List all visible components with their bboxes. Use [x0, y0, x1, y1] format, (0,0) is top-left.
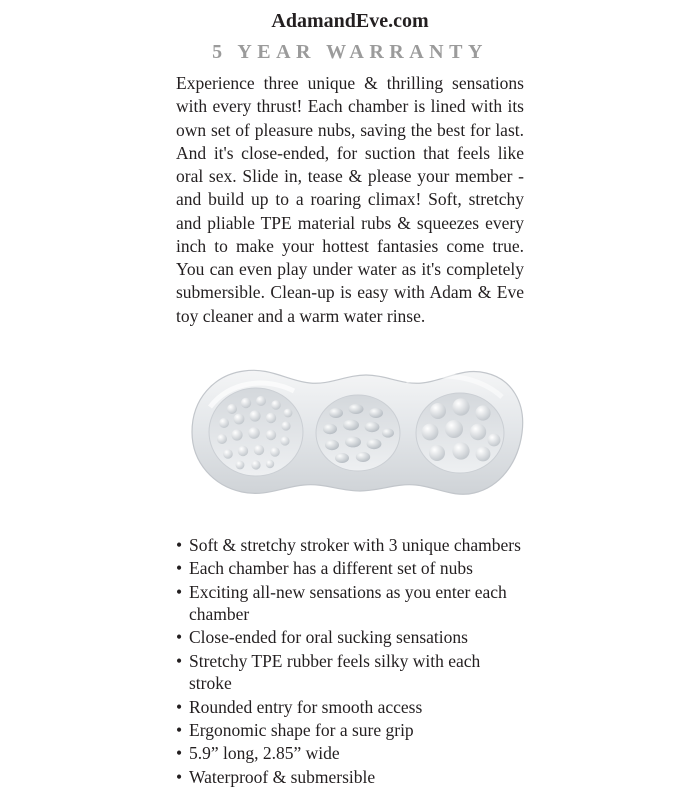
bullet-icon: •: [176, 696, 183, 717]
list-item-label: 5.9” long, 2.85” wide: [189, 743, 340, 764]
bullet-icon: •: [176, 627, 183, 648]
list-item-label: Stretchy TPE rubber feels silky with each stroke: [189, 650, 481, 694]
product-detail-page: [0, 10, 700, 787]
list-item: [176, 696, 524, 718]
list-item: [176, 557, 524, 579]
product-description: Experience three unique & thrilling sensations with every thrust! Each chamber is lined with its own set of pleasure nubs, saving the best for last. And it's close-ended, for suction that feels like oral sex. Slide in, tease & please your member - and build up to a roaring climax! Soft, stretchy and pliable TPE material rubs & squeezes every inch to make your hottest fantasies come true. You can even play under water as it's completely submersible. Clean-up is easy with Adam & Eve toy cleaner and a warm water rinse.: [176, 73, 524, 326]
list-item: [176, 626, 524, 648]
brand-title: AdamandEve.com: [271, 10, 429, 32]
bullet-icon: •: [176, 743, 183, 764]
list-item-label: Waterproof & submersible: [189, 766, 376, 787]
list-item: [176, 581, 524, 626]
list-item: [176, 719, 524, 741]
bullet-icon: •: [176, 766, 183, 787]
bullet-icon: •: [176, 650, 183, 671]
list-item: [176, 650, 524, 695]
bullet-icon: •: [176, 581, 183, 602]
bullet-icon: •: [176, 720, 183, 741]
bullet-icon: •: [176, 534, 183, 555]
warranty-banner: 5 YEAR WARRANTY: [212, 41, 488, 63]
list-item-label: Each chamber has a different set of nubs: [189, 558, 473, 579]
list-item: [176, 534, 524, 556]
feature-list: [176, 534, 524, 788]
stroker-product-photo: [170, 347, 530, 517]
product-image-container: [0, 342, 700, 522]
list-item: [176, 742, 524, 764]
list-item: [176, 766, 524, 788]
list-item-label: Soft & stretchy stroker with 3 unique chambers: [189, 534, 521, 555]
list-item-label: Exciting all-new sensations as you enter each chamber: [189, 581, 507, 625]
list-item-label: Rounded entry for smooth access: [189, 696, 423, 717]
bullet-icon: •: [176, 558, 183, 579]
list-item-label: Close-ended for oral sucking sensations: [189, 627, 468, 648]
list-item-label: Ergonomic shape for a sure grip: [189, 720, 414, 741]
